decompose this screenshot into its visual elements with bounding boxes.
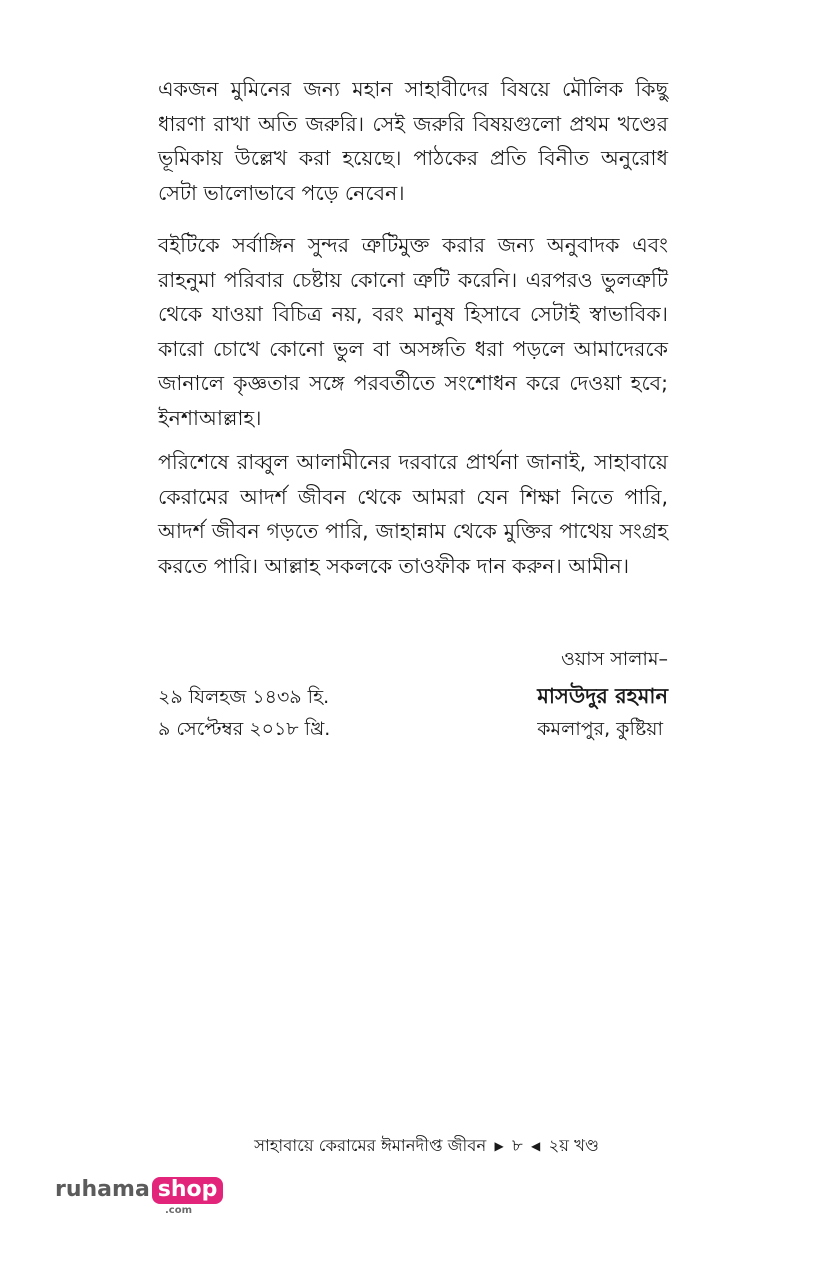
salutation: ওয়াস সালাম– (560, 648, 668, 670)
ruhamashop-logo (55, 1177, 225, 1221)
running-footer (254, 1133, 599, 1160)
book-title: সাহাবায়ে কেরামের ঈমানদীপ্ত জীবন (254, 1136, 487, 1155)
intro-paragraph: একজন মুমিনের জন্য মহান সাহাবীদের বিষয়ে মৌলিক কিছু ধারণা রাখা অতি জরুরি। সেই জরুরি বিষয়গুলো প্রথম খণ্ডের ভূমিকায় উল্লেখ করা হয়েছে। পাঠকের প্রতি বিনীত অনুরোধ সেটা ভালোভাবে পড়ে নেবেন। (158, 77, 668, 205)
page-number: ৮ (512, 1136, 523, 1155)
volume-label: ২য় খণ্ড (548, 1136, 599, 1155)
logo-brand: ruhama (55, 1177, 150, 1202)
author-name: মাসউদুর রহমান (537, 684, 668, 708)
closing-prayer-paragraph: পরিশেষে রাব্বুল আলামীনের দরবারে প্রার্থনা জানাই, সাহাবায়ে কেরামের আদর্শ জীবন থেকে আমরা যেন শিক্ষা নিতে পারি, আদর্শ জীবন গড়তে পারি, জাহান্নাম থেকে মুক্তির পাথেয় সংগ্রহ করতে পারি। আল্লাহ সকলকে তাওফীক দান করুন। আমীন। (158, 450, 668, 578)
triangle-right-icon: ▶ (494, 1139, 504, 1153)
date-gregorian: ৯ সেপ্টেম্বর ২০১৮ খ্রি. (158, 718, 331, 740)
logo-badge: shop (152, 1177, 224, 1204)
logo-domain: .com (165, 1205, 193, 1216)
author-place: কমলাপুর, কুষ্টিয়া (537, 718, 663, 740)
triangle-left-icon: ◀ (530, 1139, 541, 1153)
errata-paragraph: বইটিকে সর্বাঙ্গিন সুন্দর ত্রুটিমুক্ত করার জন্য অনুবাদক এবং রাহনুমা পরিবার চেষ্টায় কোনো ত্রুটি করেনি। এরপরও ভুলত্রুটি থেকে যাওয়া বিচিত্র নয়, বরং মানুষ হিসাবে সেটাই স্বাভাবিক। কারো চোখে কোনো ভুল বা অসঙ্গতি ধরা পড়লে আমাদেরকে জানালে কৃজ্ঞতার সঙ্গে পরবর্তীতে সংশোধন করে দেওয়া হবে; ইনশাআল্লাহ। (158, 233, 668, 430)
date-hijri: ২৯ যিলহজ ১৪৩৯ হি. (158, 686, 330, 708)
